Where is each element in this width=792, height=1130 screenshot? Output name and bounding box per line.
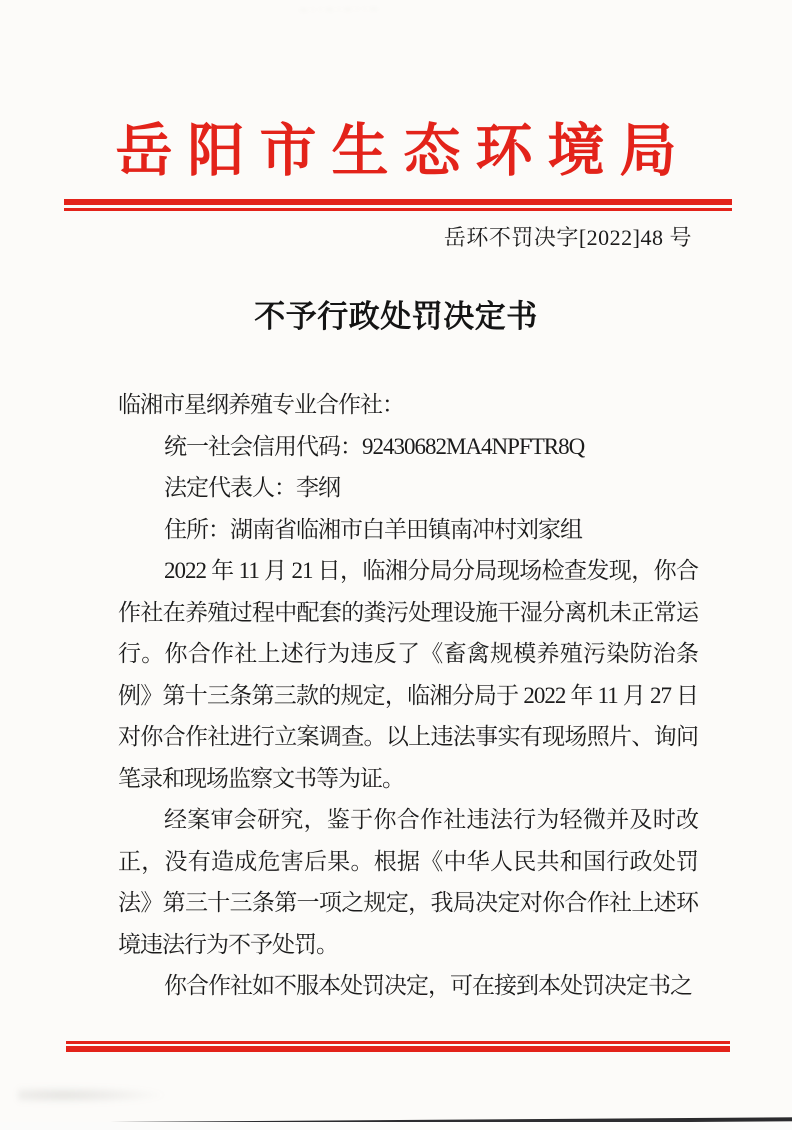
appeal-rights-paragraph: 你合作社如不服本处罚决定，可在接到本处罚决定书之 (164, 973, 692, 998)
address-line: 住所：湖南省临湘市白羊田镇南冲村刘家组 (164, 516, 582, 542)
recipient-line: 临湘市星纲养殖专业合作社： (118, 392, 404, 417)
footer-double-rule (66, 1041, 730, 1052)
legal-representative-line: 法定代表人：李纲 (164, 475, 340, 500)
scan-smudge-artifact (18, 1086, 168, 1104)
header-rule-thick-line (64, 199, 732, 205)
credit-code-line: 统一社会信用代码：92430682MA4NPFTR8Q (164, 433, 585, 459)
decision-paragraph: 经案审会研究，鉴于你合作社违法行为轻微并及时改正，没有造成危害后果。根据《中华人民共和国行政处罚法》第三十三条第一项之规定，我局决定对你合作社上述环境违法行为不予处罚。 (118, 807, 698, 957)
background-below-paper (0, 1122, 792, 1130)
header-rule-thin-line (64, 208, 732, 211)
ink-bleedthrough-artifact: ~··~·~··~ (299, 2, 381, 19)
header-double-rule (64, 199, 732, 211)
document-body (118, 384, 698, 1007)
footer-rule-thick-line (66, 1046, 730, 1052)
agency-letterhead-title: 岳阳市生态环境局 (115, 120, 692, 183)
document-reference-number: 岳环不罚决字[2022]48 号 (443, 225, 692, 250)
facts-paragraph: 2022 年 11 月 21 日，临湘分局分局现场检查发现，你合作社在养殖过程中配套的粪污处理设施干湿分离机未正常运行。你合作社上述行为违反了《畜禽规模养殖污染防治条例》第十三条第三款的规定，临湘分局于 2022 年 11 月 27 日对你合作社进行立案调查。以上违法事实有现场照片、询问笔录和现场监察文书等为证。 (118, 558, 698, 791)
footer-rule-thin-line (66, 1041, 730, 1044)
document-title: 不予行政处罚决定书 (254, 299, 538, 334)
